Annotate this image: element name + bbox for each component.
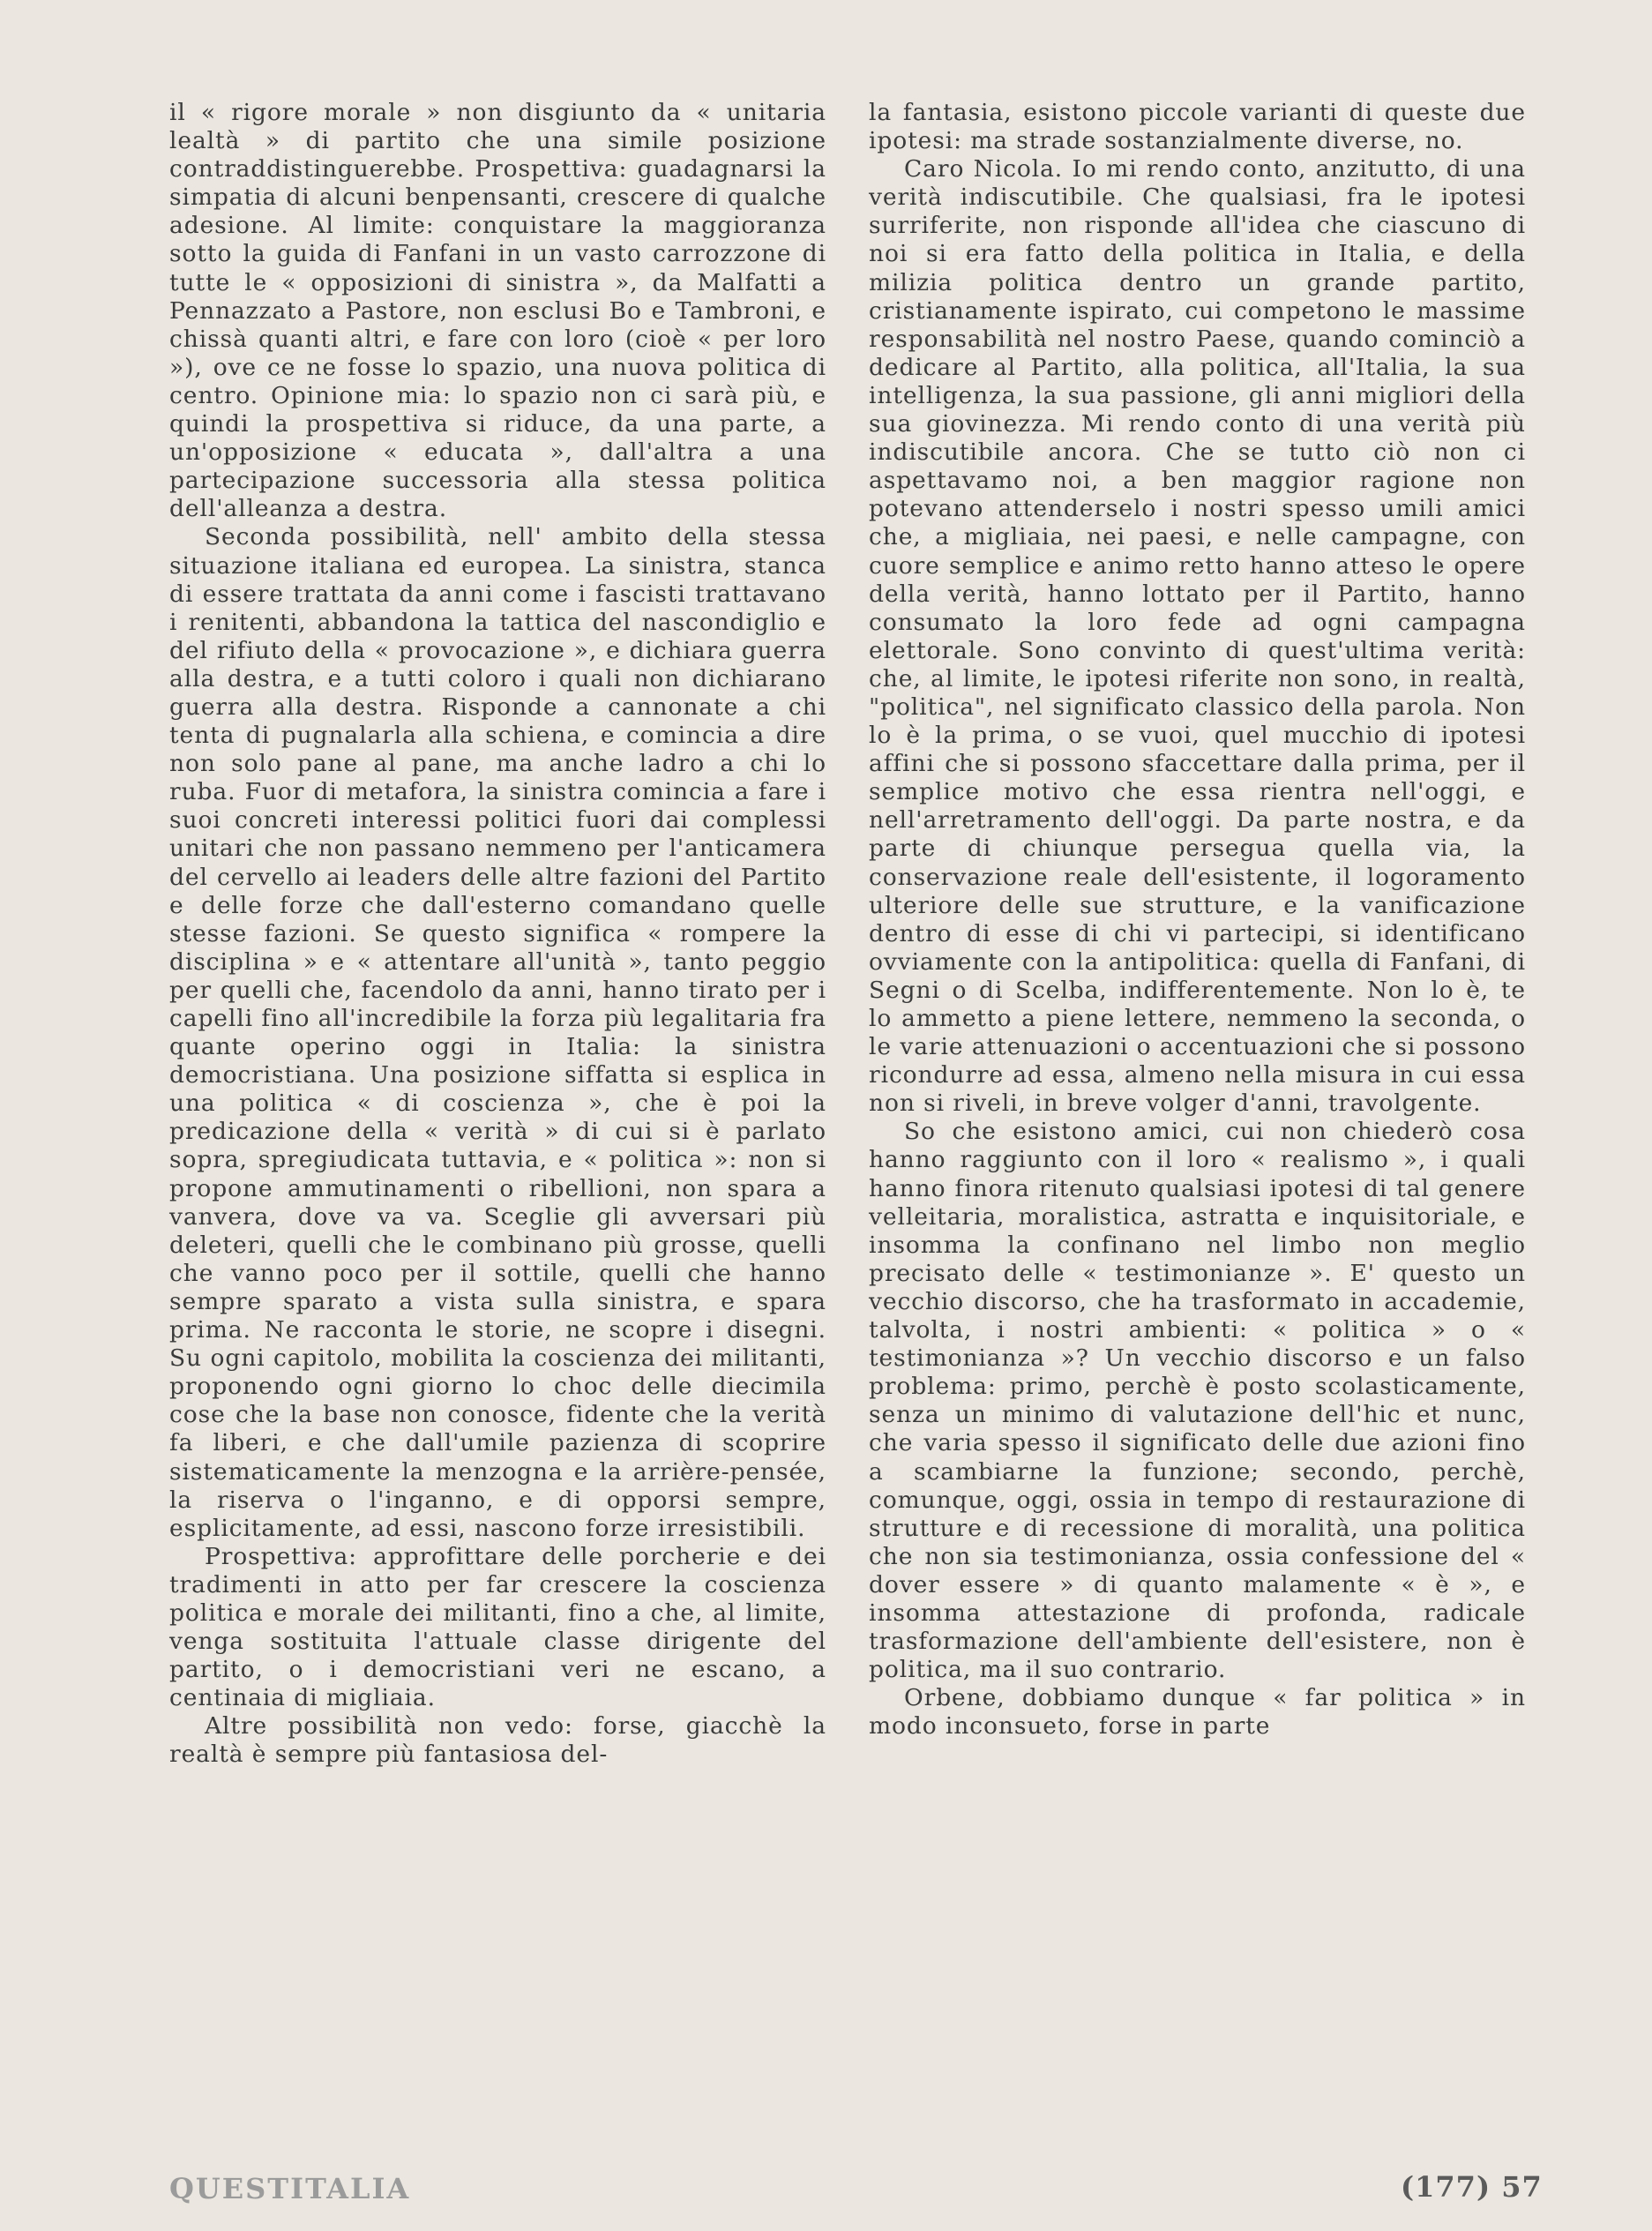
- text-column-left: [169, 99, 826, 1770]
- magazine-name: QUESTITALIA: [169, 2172, 411, 2205]
- text-column-right: [869, 99, 1526, 1741]
- paragraph: Altre possibilità non vedo: forse, giacchè la realtà è sempre più fantasiosa del-: [169, 1712, 826, 1769]
- paragraph: il « rigore morale » non disgiunto da « unitaria lealtà » di partito che una simile posizione contraddistinguerebbe. Prospettiva: guadagnarsi la simpatia di alcuni benpensanti, crescere di qualche adesione. Al limite: conquistare la maggioranza sotto la guida di Fanfani in un vasto carrozzone di tutte le « opposizioni di sinistra », da Malfatti a Pennazzato a Pastore, non esclusi Bo e Tambroni, e chissà quanti altri, e fare con loro (cioè « per loro »), ove ce ne fosse lo spazio, una nuova politica di centro. Opinione mia: lo spazio non ci sarà più, e quindi la prospettiva si riduce, da una parte, a un'opposizione « educata », dall'altra a una partecipazione successoria alla stessa politica dell'alleanza a destra.: [169, 99, 826, 523]
- paragraph: la fantasia, esistono piccole varianti di queste due ipotesi: ma strade sostanzialmente diverse, no.: [869, 99, 1526, 155]
- paragraph: So che esistono amici, cui non chiederò cosa hanno raggiunto con il loro « realismo », i quali hanno finora ritenuto qualsiasi ipotesi di tal genere velleitaria, moralistica, astratta e inquisitoriale, e insomma la confinano nel limbo non meglio precisato delle « testimonianze ». E' questo un vecchio discorso, che ha trasformato in accademie, talvolta, i nostri ambienti: « politica » o « testimonianza »? Un vecchio discorso e un falso problema: primo, perchè è posto scolasticamente, senza un minimo di valutazione dell'hic et nunc, che varia spesso il significato delle due azioni fino a scambiarne la funzione; secondo, perchè, comunque, oggi, ossia in tempo di restaurazione di strutture e di recessione di moralità, una politica che non sia testimonianza, ossia confessione del « dover essere » di quanto malamente « è », e insomma attestazione di profonda, radicale trasformazione dell'ambiente dell'esistere, non è politica, ma il suo contrario.: [869, 1118, 1526, 1684]
- paragraph: Caro Nicola. Io mi rendo conto, anzitutto, di una verità indiscutibile. Che qualsiasi, fra le ipotesi surriferite, non risponde all'idea che ciascuno di noi si era fatto della politica in Italia, e della milizia politica dentro un grande partito, cristianamente ispirato, cui competono le massime responsabilità nel nostro Paese, quando cominciò a dedicare al Partito, alla politica, all'Italia, la sua intelligenza, la sua passione, gli anni migliori della sua giovinezza. Mi rendo conto di una verità più indiscutibile ancora. Che se tutto ciò non ci aspettavamo noi, a ben maggior ragione non potevano attenderselo i nostri spesso umili amici che, a migliaia, nei paesi, e nelle campagne, con cuore semplice e animo retto hanno atteso le opere della verità, hanno lottato per il Partito, hanno consumato la loro fede ad ogni campagna elettorale. Sono convinto di quest'ultima verità: che, al limite, le ipotesi riferite non sono, in realtà, "politica", nel significato classico della parola. Non lo è la prima, o se vuoi, quel mucchio di ipotesi affini che si possono sfaccettare dalla prima, per il semplice motivo che essa rientra nell'oggi, e nell'arretramento dell'oggi. Da parte nostra, e da parte di chiunque persegua quella via, la conservazione reale dell'esistente, il logoramento ulteriore delle sue strutture, e la vanificazione dentro di esse di chi vi partecipi, si identificano ovviamente con la antipolitica: quella di Fanfani, di Segni o di Scelba, indifferentemente. Non lo è, te lo ammetto a piene lettere, nemmeno la seconda, o le varie attenuazioni o accentuazioni che si possono ricondurre ad essa, almeno nella misura in cui essa non si riveli, in breve volger d'anni, travolgente.: [869, 155, 1526, 1118]
- paragraph: Seconda possibilità, nell' ambito della stessa situazione italiana ed europea. La sinistra, stanca di essere trattata da anni come i fascisti trattavano i renitenti, abbandona la tattica del nascondiglio e del rifiuto della « provocazione », e dichiara guerra alla destra, e a tutti coloro i quali non dichiarano guerra alla destra. Risponde a cannonate a chi tenta di pugnalarla alla schiena, e comincia a dire non solo pane al pane, ma anche ladro a chi lo ruba. Fuor di metafora, la sinistra comincia a fare i suoi concreti interessi politici fuori dai complessi unitari che non passano nemmeno per l'anticamera del cervello ai leaders delle altre fazioni del Partito e delle forze che dall'esterno comandano quelle stesse fazioni. Se questo significa « rompere la disciplina » e « attentare all'unità », tanto peggio per quelli che, facendolo da anni, hanno tirato per i capelli fino all'incredibile la forza più legalitaria fra quante operino oggi in Italia: la sinistra democristiana. Una posizione siffatta si esplica in una politica « di coscienza », che è poi la predicazione della « verità » di cui si è parlato sopra, spregiudicata tuttavia, e « politica »: non si propone ammutinamenti o ribellioni, non spara a vanvera, dove va va. Sceglie gli avversari più deleteri, quelli che le combinano più grosse, quelli che vanno poco per il sottile, quelli che hanno sempre sparato a vista sulla sinistra, e spara prima. Ne racconta le storie, ne scopre i disegni. Su ogni capitolo, mobilita la coscienza dei militanti, proponendo ogni giorno lo choc delle diecimila cose che la base non conosce, fidente che la verità fa liberi, e che dall'umile pazienza di scoprire sistematicamente la menzogna e la arrière-pensée, la riserva o l'inganno, e di opporsi sempre, esplicitamente, ad essi, nascono forze irresistibili.: [169, 523, 826, 1542]
- page-number: (177) 57: [1401, 2170, 1543, 2204]
- paragraph: Prospettiva: approfittare delle porcherie e dei tradimenti in atto per far crescere la coscienza politica e morale dei militanti, fino a che, al limite, venga sostituita l'attuale classe dirigente del partito, o i democristiani veri ne escano, a centinaia di migliaia.: [169, 1542, 826, 1712]
- paragraph: Orbene, dobbiamo dunque « far politica » in modo inconsueto, forse in parte: [869, 1684, 1526, 1741]
